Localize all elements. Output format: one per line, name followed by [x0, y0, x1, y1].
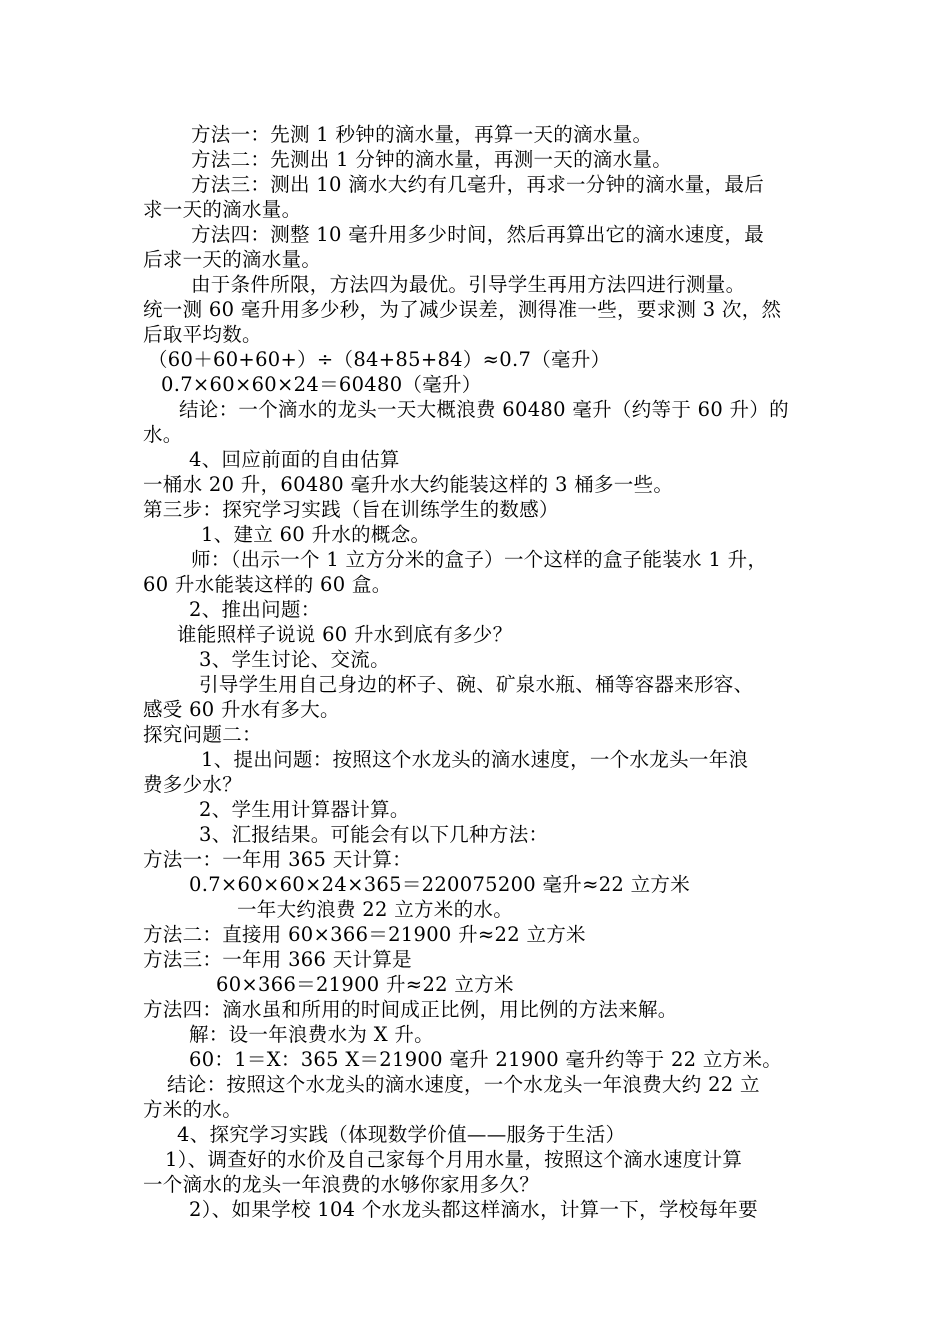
text-line: 1、建立 60 升水的概念。: [201, 523, 431, 546]
text-line: 水。: [143, 423, 183, 446]
text-line: 一年大约浪费 22 立方米的水。: [237, 898, 514, 921]
text-line: 3、汇报结果。可能会有以下几种方法：: [199, 823, 549, 846]
text-line: 60 升水能装这样的 60 盒。: [143, 573, 392, 596]
text-line: 引导学生用自己身边的杯子、碗、矿泉水瓶、桶等容器来形容、: [199, 673, 754, 696]
text-line: 方法一：一年用 365 天计算：: [143, 848, 412, 871]
text-line: 方法四：滴水虽和所用的时间成正比例，用比例的方法来解。: [143, 998, 678, 1021]
text-line: 方法二：先测出 1 分钟的滴水量，再测一天的滴水量。: [191, 148, 673, 171]
text-line: 结论：一个滴水的龙头一天大概浪费 60480 毫升（约等于 60 升）的: [179, 398, 789, 421]
text-line: 费多少水？: [143, 773, 243, 796]
text-line: 解：设一年浪费水为 X 升。: [189, 1023, 434, 1046]
text-line: 2）、如果学校 104 个水龙头都这样滴水，计算一下，学校每年要: [189, 1198, 758, 1221]
formula-line: 60：1＝X：365 X＝21900 毫升 21900 毫升约等于 22 立方米。: [189, 1048, 783, 1071]
document-body: [143, 122, 813, 1222]
formula-line: （60＋60+60+）÷（84+85+84）≈0.7（毫升）: [148, 348, 611, 371]
text-line: 方法三：一年用 366 天计算是: [143, 948, 412, 971]
text-line: 结论：按照这个水龙头的滴水速度，一个水龙头一年浪费大约 22 立: [167, 1073, 760, 1096]
text-line: 3、学生讨论、交流。: [199, 648, 390, 671]
section-heading: 4、探究学习实践（体现数学价值——服务于生活）: [177, 1123, 626, 1146]
formula-line: 0.7×60×60×24＝60480（毫升）: [161, 373, 482, 396]
text-line: 一桶水 20 升，60480 毫升水大约能装这样的 3 桶多一些。: [143, 473, 674, 496]
text-line: 统一测 60 毫升用多少秒，为了减少误差，测得准一些，要求测 3 次，然: [143, 298, 782, 321]
text-line: 方法四：测整 10 毫升用多少时间，然后再算出它的滴水速度，最: [191, 223, 765, 246]
text-line: 方法二：直接用 60×366＝21900 升≈22 立方米: [143, 923, 586, 946]
text-line: 后取平均数。: [143, 323, 262, 346]
text-line: 2、推出问题：: [189, 598, 321, 621]
text-line: 方米的水。: [143, 1098, 243, 1121]
text-line: 后求一天的滴水量。: [143, 248, 322, 271]
text-line: 感受 60 升水有多大。: [143, 698, 340, 721]
formula-line: 0.7×60×60×24×365＝220075200 毫升≈22 立方米: [189, 873, 691, 896]
text-line: 4、回应前面的自由估算: [189, 448, 400, 471]
text-line: 由于条件所限，方法四为最优。引导学生再用方法四进行测量。: [191, 273, 746, 296]
section-heading: 探究问题二：: [143, 723, 262, 746]
text-line: 方法一：先测 1 秒钟的滴水量，再算一天的滴水量。: [191, 123, 653, 146]
text-line: 1）、调查好的水价及自己家每个月用水量，按照这个滴水速度计算: [165, 1148, 743, 1171]
section-heading: 第三步：探究学习实践（旨在训练学生的数感）: [143, 498, 559, 521]
text-line: 1、提出问题：按照这个水龙头的滴水速度，一个水龙头一年浪: [201, 748, 749, 771]
text-line: 谁能照样子说说 60 升水到底有多少？: [177, 623, 513, 646]
text-line: 求一天的滴水量。: [143, 198, 302, 221]
text-line: 2、学生用计算器计算。: [199, 798, 410, 821]
text-line: 方法三：测出 10 滴水大约有几毫升，再求一分钟的滴水量，最后: [191, 173, 765, 196]
text-line: 一个滴水的龙头一年浪费的水够你家用多久？: [143, 1173, 540, 1196]
formula-line: 60×366＝21900 升≈22 立方米: [216, 973, 514, 996]
text-line: 师：（出示一个 1 立方分米的盒子）一个这样的盒子能装水 1 升，: [191, 548, 768, 571]
